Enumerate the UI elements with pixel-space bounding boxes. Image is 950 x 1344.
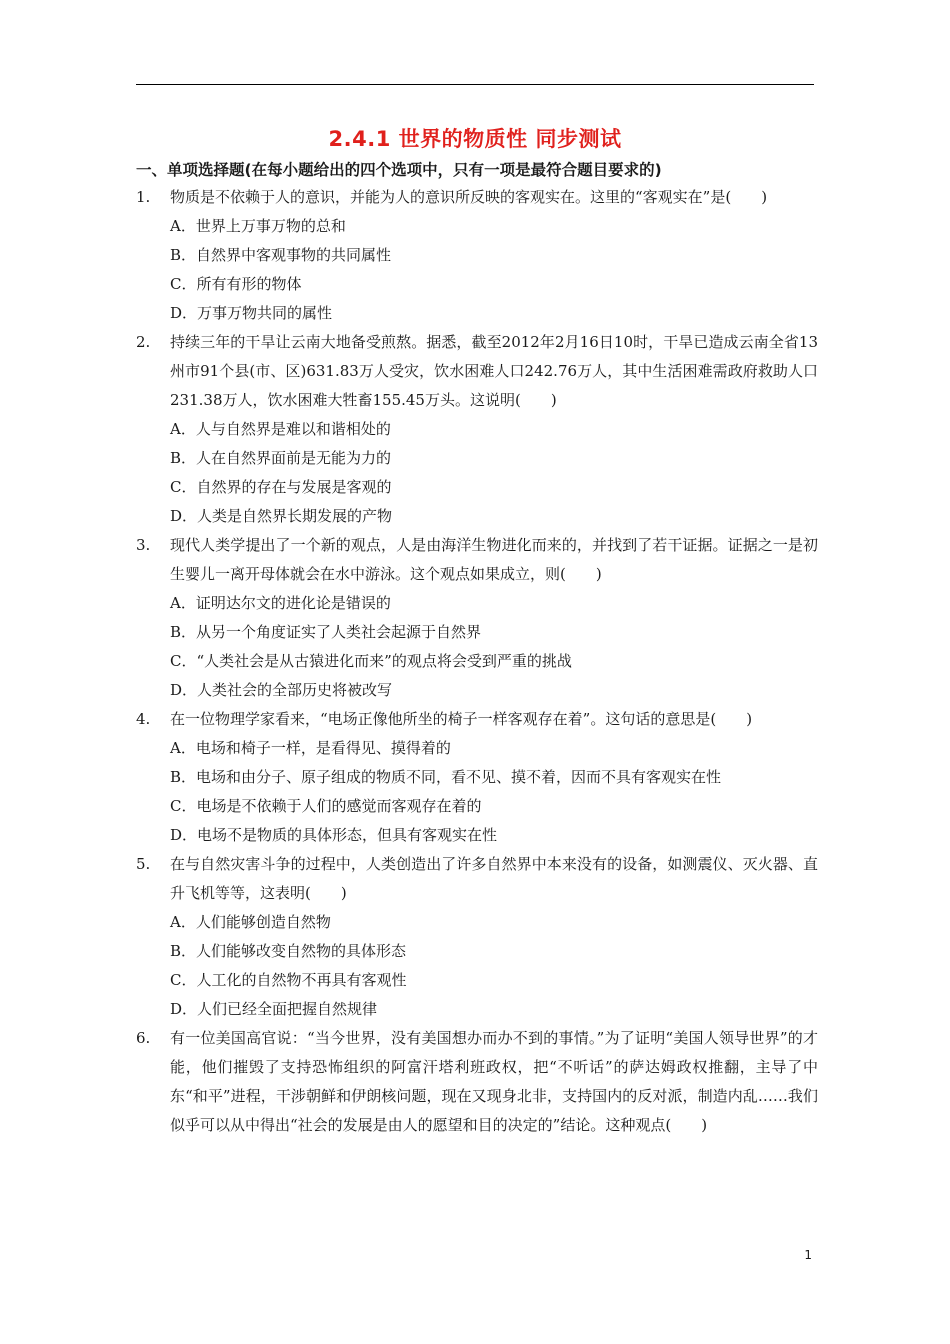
option-c: C．“人类社会是从古猿进化而来”的观点将会受到严重的挑战: [170, 652, 572, 670]
question-stem: 在与自然灾害斗争的过程中，人类创造出了许多自然界中本来没有的设备，如测震仪、灭火器、直升飞机等等，这表明( ): [170, 855, 818, 902]
section-heading: 一、单项选择题(在每小题给出的四个选项中，只有一项是最符合题目要求的): [136, 161, 662, 179]
option-a: A．证明达尔文的进化论是错误的: [170, 594, 391, 612]
option-d: D．人类社会的全部历史将被改写: [170, 681, 393, 699]
question-2: [136, 328, 818, 531]
question-stem: 有一位美国高官说：“当今世界，没有美国想办而办不到的事情。”为了证明“美国人领导世界”的才能，他们摧毁了支持恐怖组织的阿富汗塔利班政权，把“不听话”的萨达姆政权推翻，主导了中东“和平”进程，干涉朝鲜和伊朗核问题，现在又现身北非，支持国内的反对派，制造内乱……我们似乎可以从中得出“社会的发展是由人的愿望和目的决定的”结论。这种观点( ): [170, 1029, 818, 1134]
option-a: A．电场和椅子一样，是看得见、摸得着的: [170, 739, 451, 757]
option-b: B．人在自然界面前是无能为力的: [170, 449, 392, 467]
option-b: B．电场和由分子、原子组成的物质不同，看不见、摸不着，因而不具有客观实在性: [170, 768, 722, 786]
option-d: D．电场不是物质的具体形态，但具有客观实在性: [170, 826, 498, 844]
option-b: B．从另一个角度证实了人类社会起源于自然界: [170, 623, 482, 641]
option-b: B．人们能够改变自然物的具体形态: [170, 942, 407, 960]
option-d: D．万事万物共同的属性: [170, 304, 333, 322]
option-c: C．电场是不依赖于人们的感觉而客观存在着的: [170, 797, 482, 815]
question-number: 3.: [136, 536, 151, 554]
option-a: A．人们能够创造自然物: [170, 913, 331, 931]
question-stem: 持续三年的干旱让云南大地备受煎熬。据悉，截至2012年2月16日10时，干旱已造成云南全省13州市91个县(市、区)631.83万人受灾，饮水困难人口242.76万人，其中生活困难需政府救助人口231.38万人，饮水困难大牲畜155.45万头。这说明( ): [170, 333, 818, 409]
question-stem: 现代人类学提出了一个新的观点，人是由海洋生物进化而来的，并找到了若干证据。证据之一是初生婴儿一离开母体就会在水中游泳。这个观点如果成立，则( ): [170, 536, 818, 583]
option-c: C．所有有形的物体: [170, 275, 302, 293]
question-3: [136, 531, 818, 705]
question-5: [136, 850, 818, 1024]
page-number: 1: [804, 1248, 812, 1262]
question-stem: 物质是不依赖于人的意识，并能为人的意识所反映的客观实在。这里的“客观实在”是( ): [170, 188, 768, 206]
option-c: C．自然界的存在与发展是客观的: [170, 478, 392, 496]
question-1: [136, 183, 818, 328]
option-a: A．世界上万事万物的总和: [170, 217, 346, 235]
option-d: D．人们已经全面把握自然规律: [170, 1000, 378, 1018]
question-6: [136, 1024, 818, 1140]
question-number: 5.: [136, 855, 151, 873]
question-stem: 在一位物理学家看来，“电场正像他所坐的椅子一样客观存在着”。这句话的意思是( ): [170, 710, 753, 728]
header-rule: [136, 84, 814, 85]
option-a: A．人与自然界是难以和谐相处的: [170, 420, 391, 438]
question-4: [136, 705, 818, 850]
question-number: 2.: [136, 333, 151, 351]
document-title: 2.4.1 世界的物质性 同步测试: [328, 127, 622, 151]
question-number: 4.: [136, 710, 151, 728]
option-c: C．人工化的自然物不再具有客观性: [170, 971, 407, 989]
question-number: 6.: [136, 1029, 151, 1047]
option-d: D．人类是自然界长期发展的产物: [170, 507, 393, 525]
question-number: 1.: [136, 188, 151, 206]
option-b: B．自然界中客观事物的共同属性: [170, 246, 392, 264]
question-list: [136, 183, 818, 1140]
